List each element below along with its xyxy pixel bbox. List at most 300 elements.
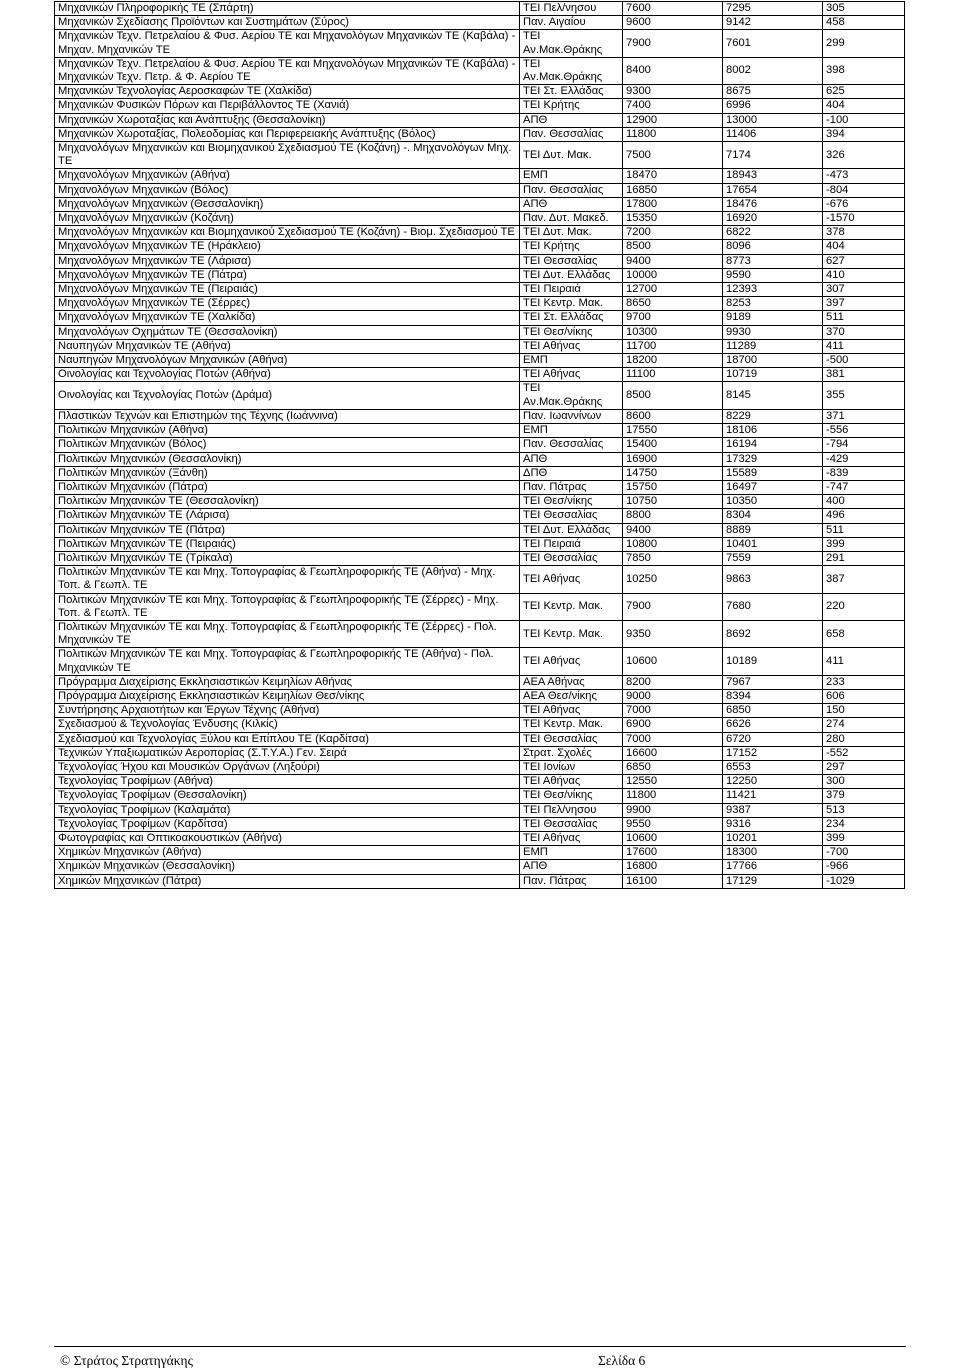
institution-cell: Παν. Δυτ. Μακεδ.: [520, 212, 623, 226]
table-row: [55, 846, 905, 860]
base-score-prev-cell: 7200: [623, 226, 723, 240]
base-score-prev-cell: 16850: [623, 183, 723, 197]
base-score-prev-cell: 9700: [623, 311, 723, 325]
base-score-prev-cell: 17550: [623, 424, 723, 438]
base-score-curr-cell: 9387: [723, 803, 823, 817]
base-score-curr-cell: 18106: [723, 424, 823, 438]
score-difference-cell: 297: [823, 760, 905, 774]
base-score-prev-cell: 8500: [623, 240, 723, 254]
table-row: [55, 452, 905, 466]
base-score-prev-cell: 16800: [623, 860, 723, 874]
institution-cell: ΕΜΠ: [520, 846, 623, 860]
department-name-cell: Πολιτικών Μηχανικών ΤΕ και Μηχ. Τοπογραφίας & Γεωπληροφορικής ΤΕ (Σέρρες) - Πολ. Μηχανικών ΤΕ: [55, 620, 520, 647]
base-score-curr-cell: 17766: [723, 860, 823, 874]
institution-cell: ΤΕΙ Αν.Μακ.Θράκης: [520, 30, 623, 57]
base-score-curr-cell: 8145: [723, 382, 823, 409]
score-difference-cell: 397: [823, 297, 905, 311]
table-row: [55, 509, 905, 523]
base-score-curr-cell: 8002: [723, 57, 823, 84]
table-row: [55, 537, 905, 551]
score-difference-cell: -1570: [823, 212, 905, 226]
base-score-prev-cell: 15350: [623, 212, 723, 226]
institution-cell: Παν. Πάτρας: [520, 874, 623, 888]
department-name-cell: Μηχανολόγων Μηχανικών ΤΕ (Χαλκίδα): [55, 311, 520, 325]
table-row: [55, 746, 905, 760]
score-difference-cell: 307: [823, 283, 905, 297]
score-difference-cell: 411: [823, 648, 905, 675]
institution-cell: ΤΕΙ Κεντρ. Μακ.: [520, 297, 623, 311]
score-difference-cell: -556: [823, 424, 905, 438]
table-row: [55, 382, 905, 409]
base-score-curr-cell: 8692: [723, 620, 823, 647]
department-name-cell: Φωτογραφίας και Οπτικοακουστικών (Αθήνα): [55, 831, 520, 845]
base-score-curr-cell: 8253: [723, 297, 823, 311]
score-difference-cell: 625: [823, 85, 905, 99]
base-score-curr-cell: 9930: [723, 325, 823, 339]
institution-cell: Παν. Θεσσαλίας: [520, 127, 623, 141]
department-name-cell: Χημικών Μηχανικών (Πάτρα): [55, 874, 520, 888]
score-difference-cell: 496: [823, 509, 905, 523]
table-row: [55, 424, 905, 438]
base-score-curr-cell: 10189: [723, 648, 823, 675]
score-difference-cell: 658: [823, 620, 905, 647]
base-score-prev-cell: 10600: [623, 648, 723, 675]
table-row: [55, 283, 905, 297]
table-row: [55, 268, 905, 282]
base-score-curr-cell: 9189: [723, 311, 823, 325]
department-name-cell: Πλαστικών Τεχνών και Επιστημών της Τέχνης (Ιωάννινα): [55, 409, 520, 423]
base-score-curr-cell: 8229: [723, 409, 823, 423]
table-row: [55, 127, 905, 141]
table-row: [55, 566, 905, 593]
department-name-cell: Τεχνολογίας Τροφίμων (Καλαμάτα): [55, 803, 520, 817]
base-score-curr-cell: 11421: [723, 789, 823, 803]
institution-cell: ΑΕΑ Θεσ/νίκης: [520, 689, 623, 703]
base-score-prev-cell: 7400: [623, 99, 723, 113]
base-score-curr-cell: 15589: [723, 466, 823, 480]
department-name-cell: Πολιτικών Μηχανικών ΤΕ (Λάρισα): [55, 509, 520, 523]
department-name-cell: Τεχνικών Υπαξιωματικών Αεροπορίας (Σ.Τ.Υ.Α.) Γεν. Σειρά: [55, 746, 520, 760]
score-difference-cell: 627: [823, 254, 905, 268]
base-score-curr-cell: 6553: [723, 760, 823, 774]
base-score-curr-cell: 9142: [723, 16, 823, 30]
institution-cell: ΤΕΙ Πελ/νησου: [520, 803, 623, 817]
institution-cell: ΔΠΘ: [520, 466, 623, 480]
department-name-cell: Πολιτικών Μηχανικών (Θεσσαλονίκη): [55, 452, 520, 466]
base-score-prev-cell: 8200: [623, 675, 723, 689]
base-score-prev-cell: 11800: [623, 789, 723, 803]
score-difference-cell: 399: [823, 831, 905, 845]
base-score-prev-cell: 8600: [623, 409, 723, 423]
table-row: [55, 480, 905, 494]
institution-cell: ΤΕΙ Θεσ/νίκης: [520, 789, 623, 803]
base-score-curr-cell: 10350: [723, 495, 823, 509]
base-score-prev-cell: 7900: [623, 593, 723, 620]
department-name-cell: Μηχανολόγων Μηχανικών (Αθήνα): [55, 169, 520, 183]
score-difference-cell: 274: [823, 718, 905, 732]
department-name-cell: Μηχανικών Πληροφορικής ΤΕ (Σπάρτη): [55, 2, 520, 16]
department-name-cell: Μηχανολόγων Μηχανικών ΤΕ (Σέρρες): [55, 297, 520, 311]
base-score-prev-cell: 16600: [623, 746, 723, 760]
department-name-cell: Ναυπηγών Μηχανολόγων Μηχανικών (Αθήνα): [55, 354, 520, 368]
base-score-curr-cell: 6720: [723, 732, 823, 746]
department-name-cell: Μηχανικών Σχεδίασης Προϊόντων και Συστημάτων (Σύρος): [55, 16, 520, 30]
score-difference-cell: -676: [823, 197, 905, 211]
institution-cell: ΤΕΙ Στ. Ελλάδας: [520, 311, 623, 325]
table-row: [55, 368, 905, 382]
department-name-cell: Πολιτικών Μηχανικών ΤΕ (Θεσσαλονίκη): [55, 495, 520, 509]
table-row: [55, 169, 905, 183]
base-score-prev-cell: 8500: [623, 382, 723, 409]
base-score-prev-cell: 8400: [623, 57, 723, 84]
base-score-prev-cell: 18200: [623, 354, 723, 368]
base-score-curr-cell: 18700: [723, 354, 823, 368]
table-body: [55, 2, 905, 889]
table-row: [55, 240, 905, 254]
base-score-prev-cell: 9350: [623, 620, 723, 647]
base-score-curr-cell: 6850: [723, 704, 823, 718]
institution-cell: Παν. Αιγαίου: [520, 16, 623, 30]
base-score-prev-cell: 9300: [623, 85, 723, 99]
institution-cell: ΤΕΙ Κεντρ. Μακ.: [520, 620, 623, 647]
base-score-prev-cell: 7000: [623, 704, 723, 718]
score-difference-cell: 234: [823, 817, 905, 831]
base-score-prev-cell: 9550: [623, 817, 723, 831]
institution-cell: ΤΕΙ Θεσσαλίας: [520, 817, 623, 831]
base-score-curr-cell: 12250: [723, 775, 823, 789]
department-name-cell: Μηχανολόγων Μηχανικών και Βιομηχανικού Σχεδιασμού ΤΕ (Κοζάνη) -. Μηχανολόγων Μηχ. ΤΕ: [55, 142, 520, 169]
base-score-curr-cell: 17129: [723, 874, 823, 888]
base-score-curr-cell: 7559: [723, 551, 823, 565]
base-score-prev-cell: 16900: [623, 452, 723, 466]
table-row: [55, 212, 905, 226]
table-row: [55, 325, 905, 339]
footer-author: © Στράτος Στρατηγάκης: [60, 1353, 193, 1368]
base-score-prev-cell: 15400: [623, 438, 723, 452]
institution-cell: ΤΕΙ Αθήνας: [520, 566, 623, 593]
score-difference-cell: 220: [823, 593, 905, 620]
base-score-prev-cell: 8800: [623, 509, 723, 523]
score-difference-cell: 233: [823, 675, 905, 689]
department-name-cell: Μηχανολόγων Μηχανικών ΤΕ (Πάτρα): [55, 268, 520, 282]
base-score-curr-cell: 9316: [723, 817, 823, 831]
institution-cell: ΤΕΙ Ιονίων: [520, 760, 623, 774]
score-difference-cell: 370: [823, 325, 905, 339]
institution-cell: Παν. Θεσσαλίας: [520, 183, 623, 197]
institution-cell: ΤΕΙ Θεσ/νίκης: [520, 325, 623, 339]
score-difference-cell: 404: [823, 99, 905, 113]
institution-cell: ΤΕΙ Θεσσαλίας: [520, 732, 623, 746]
institution-cell: ΤΕΙ Αν.Μακ.Θράκης: [520, 382, 623, 409]
base-score-curr-cell: 6996: [723, 99, 823, 113]
table-row: [55, 593, 905, 620]
base-score-prev-cell: 12700: [623, 283, 723, 297]
results-table: [54, 1, 905, 889]
base-score-curr-cell: 7174: [723, 142, 823, 169]
base-score-curr-cell: 8675: [723, 85, 823, 99]
table-row: [55, 226, 905, 240]
department-name-cell: Πολιτικών Μηχανικών ΤΕ και Μηχ. Τοπογραφίας & Γεωπληροφορικής ΤΕ (Αθήνα) - Μηχ. Τοπ. & Γεωπλ. ΤΕ: [55, 566, 520, 593]
department-name-cell: Χημικών Μηχανικών (Θεσσαλονίκη): [55, 860, 520, 874]
score-difference-cell: 150: [823, 704, 905, 718]
base-score-prev-cell: 15750: [623, 480, 723, 494]
table-row: [55, 760, 905, 774]
department-name-cell: Μηχανολόγων Μηχανικών ΤΕ (Ηράκλειο): [55, 240, 520, 254]
institution-cell: ΤΕΙ Αν.Μακ.Θράκης: [520, 57, 623, 84]
score-difference-cell: -966: [823, 860, 905, 874]
base-score-curr-cell: 9863: [723, 566, 823, 593]
table-row: [55, 732, 905, 746]
score-difference-cell: 606: [823, 689, 905, 703]
institution-cell: ΤΕΙ Θεσσαλίας: [520, 551, 623, 565]
base-score-prev-cell: 7600: [623, 2, 723, 16]
footer-page-number: Σελίδα 6: [598, 1353, 646, 1368]
score-difference-cell: -794: [823, 438, 905, 452]
institution-cell: ΤΕΙ Αθήνας: [520, 704, 623, 718]
institution-cell: ΤΕΙ Δυτ. Μακ.: [520, 226, 623, 240]
department-name-cell: Χημικών Μηχανικών (Αθήνα): [55, 846, 520, 860]
score-difference-cell: -100: [823, 113, 905, 127]
table-row: [55, 311, 905, 325]
department-name-cell: Συντήρησης Αρχαιοτήτων και Έργων Τέχνης (Αθήνα): [55, 704, 520, 718]
department-name-cell: Μηχανολόγων Μηχανικών (Θεσσαλονίκη): [55, 197, 520, 211]
department-name-cell: Πρόγραμμα Διαχείρισης Εκκλησιαστικών Κειμηλίων Αθήνας: [55, 675, 520, 689]
table-row: [55, 16, 905, 30]
table-row: [55, 775, 905, 789]
table-row: [55, 803, 905, 817]
base-score-curr-cell: 10719: [723, 368, 823, 382]
institution-cell: ΤΕΙ Δυτ. Ελλάδας: [520, 268, 623, 282]
score-difference-cell: -552: [823, 746, 905, 760]
base-score-prev-cell: 10800: [623, 537, 723, 551]
score-difference-cell: -747: [823, 480, 905, 494]
institution-cell: ΤΕΙ Πελ/νησου: [520, 2, 623, 16]
score-difference-cell: 300: [823, 775, 905, 789]
base-score-curr-cell: 8394: [723, 689, 823, 703]
base-score-prev-cell: 12550: [623, 775, 723, 789]
base-score-curr-cell: 12393: [723, 283, 823, 297]
score-difference-cell: 326: [823, 142, 905, 169]
institution-cell: ΕΜΠ: [520, 424, 623, 438]
institution-cell: ΑΠΘ: [520, 860, 623, 874]
department-name-cell: Μηχανικών Τεχνολογίας Αεροσκαφών ΤΕ (Χαλκίδα): [55, 85, 520, 99]
score-difference-cell: 299: [823, 30, 905, 57]
score-difference-cell: 378: [823, 226, 905, 240]
table-row: [55, 2, 905, 16]
base-score-prev-cell: 9400: [623, 254, 723, 268]
score-difference-cell: -839: [823, 466, 905, 480]
base-score-curr-cell: 18476: [723, 197, 823, 211]
score-difference-cell: 379: [823, 789, 905, 803]
institution-cell: ΤΕΙ Πειραιά: [520, 537, 623, 551]
base-score-prev-cell: 14750: [623, 466, 723, 480]
table-row: [55, 620, 905, 647]
table-row: [55, 675, 905, 689]
base-score-curr-cell: 7680: [723, 593, 823, 620]
department-name-cell: Πολιτικών Μηχανικών (Πάτρα): [55, 480, 520, 494]
department-name-cell: Σχεδιασμού και Τεχνολογίας Ξύλου και Επίπλου ΤΕ (Καρδίτσα): [55, 732, 520, 746]
base-score-prev-cell: 16100: [623, 874, 723, 888]
department-name-cell: Οινολογίας και Τεχνολογίας Ποτών (Δράμα): [55, 382, 520, 409]
base-score-curr-cell: 13000: [723, 113, 823, 127]
table-row: [55, 817, 905, 831]
base-score-curr-cell: 9590: [723, 268, 823, 282]
score-difference-cell: 381: [823, 368, 905, 382]
institution-cell: ΤΕΙ Δυτ. Μακ.: [520, 142, 623, 169]
table-row: [55, 254, 905, 268]
score-difference-cell: 399: [823, 537, 905, 551]
score-difference-cell: 280: [823, 732, 905, 746]
score-difference-cell: 404: [823, 240, 905, 254]
department-name-cell: Μηχανολόγων Μηχανικών ΤΕ (Λάρισα): [55, 254, 520, 268]
base-score-prev-cell: 18470: [623, 169, 723, 183]
department-name-cell: Οινολογίας και Τεχνολογίας Ποτών (Αθήνα): [55, 368, 520, 382]
base-score-curr-cell: 17329: [723, 452, 823, 466]
institution-cell: ΤΕΙ Θεσσαλίας: [520, 254, 623, 268]
base-score-curr-cell: 8304: [723, 509, 823, 523]
department-name-cell: Πολιτικών Μηχανικών (Αθήνα): [55, 424, 520, 438]
table-row: [55, 85, 905, 99]
base-score-curr-cell: 10401: [723, 537, 823, 551]
table-row: [55, 523, 905, 537]
table-row: [55, 354, 905, 368]
department-name-cell: Μηχανολόγων Οχημάτων ΤΕ (Θεσσαλονίκη): [55, 325, 520, 339]
table-row: [55, 30, 905, 57]
table-row: [55, 718, 905, 732]
department-name-cell: Τεχνολογίας Τροφίμων (Αθήνα): [55, 775, 520, 789]
base-score-curr-cell: 16920: [723, 212, 823, 226]
table-row: [55, 183, 905, 197]
score-difference-cell: -1029: [823, 874, 905, 888]
score-difference-cell: 291: [823, 551, 905, 565]
table-row: [55, 297, 905, 311]
base-score-curr-cell: 7295: [723, 2, 823, 16]
table-row: [55, 99, 905, 113]
base-score-prev-cell: 9600: [623, 16, 723, 30]
score-difference-cell: 398: [823, 57, 905, 84]
score-difference-cell: 511: [823, 523, 905, 537]
score-difference-cell: 411: [823, 339, 905, 353]
institution-cell: ΤΕΙ Στ. Ελλάδας: [520, 85, 623, 99]
score-difference-cell: -700: [823, 846, 905, 860]
base-score-prev-cell: 10300: [623, 325, 723, 339]
base-score-prev-cell: 10750: [623, 495, 723, 509]
base-score-prev-cell: 9400: [623, 523, 723, 537]
score-difference-cell: -473: [823, 169, 905, 183]
table-row: [55, 551, 905, 565]
base-score-curr-cell: 6822: [723, 226, 823, 240]
score-difference-cell: 355: [823, 382, 905, 409]
base-score-prev-cell: 10250: [623, 566, 723, 593]
table-row: [55, 704, 905, 718]
table-row: [55, 57, 905, 84]
base-score-curr-cell: 17654: [723, 183, 823, 197]
table-row: [55, 466, 905, 480]
table-row: [55, 197, 905, 211]
institution-cell: ΤΕΙ Αθήνας: [520, 648, 623, 675]
table-row: [55, 860, 905, 874]
table-row: [55, 648, 905, 675]
department-name-cell: Τεχνολογίας Τροφίμων (Καρδίτσα): [55, 817, 520, 831]
table-row: [55, 113, 905, 127]
base-score-prev-cell: 17800: [623, 197, 723, 211]
department-name-cell: Πολιτικών Μηχανικών ΤΕ (Τρίκαλα): [55, 551, 520, 565]
institution-cell: ΤΕΙ Αθήνας: [520, 368, 623, 382]
department-name-cell: Μηχανικών Φυσικών Πόρων και Περιβάλλοντος ΤΕ (Χανιά): [55, 99, 520, 113]
department-name-cell: Μηχανικών Χωροταξίας, Πολεοδομίας και Περιφερειακής Ανάπτυξης (Βόλος): [55, 127, 520, 141]
table-row: [55, 789, 905, 803]
score-difference-cell: 410: [823, 268, 905, 282]
institution-cell: ΤΕΙ Θεσ/νίκης: [520, 495, 623, 509]
base-score-prev-cell: 7850: [623, 551, 723, 565]
table-row: [55, 409, 905, 423]
base-score-curr-cell: 11406: [723, 127, 823, 141]
table-row: [55, 142, 905, 169]
institution-cell: ΕΜΠ: [520, 354, 623, 368]
institution-cell: ΤΕΙ Κρήτης: [520, 99, 623, 113]
department-name-cell: Μηχανολόγων Μηχανικών και Βιομηχανικού Σχεδιασμού ΤΕ (Κοζάνη) - Βιομ. Σχεδιασμού ΤΕ: [55, 226, 520, 240]
base-score-prev-cell: 10000: [623, 268, 723, 282]
score-difference-cell: 305: [823, 2, 905, 16]
score-difference-cell: 458: [823, 16, 905, 30]
score-difference-cell: 513: [823, 803, 905, 817]
base-score-prev-cell: 7000: [623, 732, 723, 746]
institution-cell: ΤΕΙ Πειραιά: [520, 283, 623, 297]
table-row: [55, 874, 905, 888]
base-score-prev-cell: 11800: [623, 127, 723, 141]
table-row: [55, 689, 905, 703]
department-name-cell: Μηχανολόγων Μηχανικών (Βόλος): [55, 183, 520, 197]
base-score-curr-cell: 7967: [723, 675, 823, 689]
institution-cell: ΤΕΙ Κεντρ. Μακ.: [520, 593, 623, 620]
base-score-curr-cell: 16497: [723, 480, 823, 494]
base-score-curr-cell: 17152: [723, 746, 823, 760]
institution-cell: ΤΕΙ Αθήνας: [520, 831, 623, 845]
department-name-cell: Πολιτικών Μηχανικών ΤΕ και Μηχ. Τοπογραφίας & Γεωπληροφορικής ΤΕ (Αθήνα) - Πολ. Μηχανικών ΤΕ: [55, 648, 520, 675]
base-score-prev-cell: 11100: [623, 368, 723, 382]
base-score-prev-cell: 6900: [623, 718, 723, 732]
base-score-curr-cell: 18300: [723, 846, 823, 860]
institution-cell: ΤΕΙ Κεντρ. Μακ.: [520, 718, 623, 732]
department-name-cell: Μηχανολόγων Μηχανικών ΤΕ (Πειραιάς): [55, 283, 520, 297]
base-score-prev-cell: 11700: [623, 339, 723, 353]
department-name-cell: Πολιτικών Μηχανικών (Ξάνθη): [55, 466, 520, 480]
base-score-prev-cell: 9000: [623, 689, 723, 703]
department-name-cell: Πολιτικών Μηχανικών ΤΕ και Μηχ. Τοπογραφίας & Γεωπληροφορικής ΤΕ (Σέρρες) - Μηχ. Τοπ. & Γεωπλ. ΤΕ: [55, 593, 520, 620]
base-score-prev-cell: 8650: [623, 297, 723, 311]
institution-cell: ΤΕΙ Αθήνας: [520, 339, 623, 353]
institution-cell: ΤΕΙ Δυτ. Ελλάδας: [520, 523, 623, 537]
base-score-prev-cell: 10600: [623, 831, 723, 845]
table-row: [55, 495, 905, 509]
institution-cell: ΤΕΙ Κρήτης: [520, 240, 623, 254]
score-difference-cell: -429: [823, 452, 905, 466]
department-name-cell: Πρόγραμμα Διαχείρισης Εκκλησιαστικών Κειμηλίων Θεσ/νίκης: [55, 689, 520, 703]
base-score-curr-cell: 7601: [723, 30, 823, 57]
score-difference-cell: 511: [823, 311, 905, 325]
table-row: [55, 438, 905, 452]
base-score-curr-cell: 8773: [723, 254, 823, 268]
institution-cell: ΤΕΙ Αθήνας: [520, 775, 623, 789]
score-difference-cell: -804: [823, 183, 905, 197]
institution-cell: ΤΕΙ Θεσσαλίας: [520, 509, 623, 523]
department-name-cell: Μηχανικών Τεχν. Πετρελαίου & Φυσ. Αερίου ΤΕ και Μηχανολόγων Μηχανικών ΤΕ (Καβάλα) - Μηχαν. Μηχανικών ΤΕ: [55, 30, 520, 57]
institution-cell: ΑΠΘ: [520, 113, 623, 127]
department-name-cell: Τεχνολογίας Τροφίμων (Θεσσαλονίκη): [55, 789, 520, 803]
base-score-prev-cell: 17600: [623, 846, 723, 860]
table-row: [55, 339, 905, 353]
score-difference-cell: -500: [823, 354, 905, 368]
